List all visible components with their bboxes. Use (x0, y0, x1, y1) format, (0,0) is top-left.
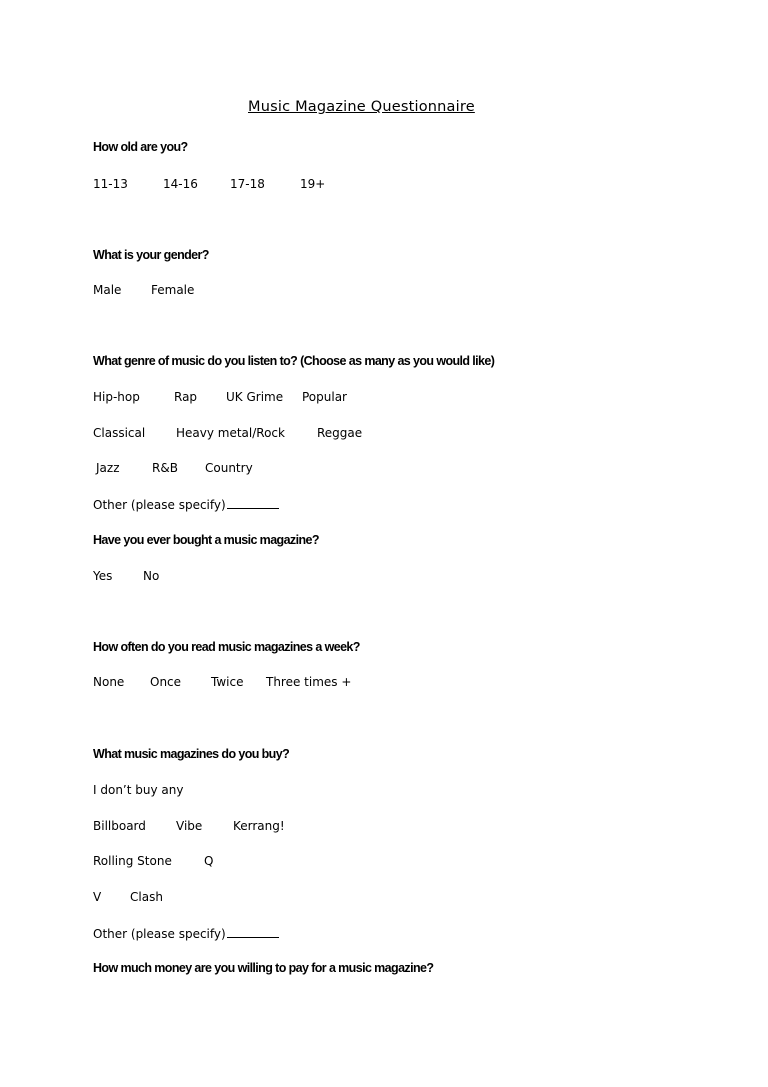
option-gender: Female (151, 283, 195, 297)
other-magazine-field (93, 925, 279, 942)
option-age: 19+ (300, 177, 326, 191)
option-bought: Yes (93, 569, 113, 583)
question-frequency: How often do you read music magazines a week? (93, 640, 360, 654)
other-genre-field (93, 496, 279, 513)
option-frequency: Three times + (266, 675, 352, 689)
other-label: Other (please specify) (93, 498, 226, 512)
option-age: 11-13 (93, 177, 128, 191)
option-frequency: None (93, 675, 125, 689)
option-age: 17-18 (230, 177, 265, 191)
option-magazine: Q (204, 854, 214, 868)
blank-line (227, 925, 279, 938)
option-genre: Hip-hop (93, 390, 140, 404)
option-genre: Jazz (96, 461, 120, 475)
option-genre: Heavy metal/Rock (176, 426, 285, 440)
document-title: Music Magazine Questionnaire (248, 99, 475, 115)
option-genre: Popular (302, 390, 347, 404)
question-magazines: What music magazines do you buy? (93, 747, 290, 761)
option-genre: Rap (174, 390, 198, 404)
option-magazine: V (93, 890, 102, 904)
blank-line (227, 496, 279, 509)
other-label: Other (please specify) (93, 927, 226, 941)
option-genre: Reggae (317, 426, 363, 440)
option-bought: No (143, 569, 160, 583)
question-price: How much money are you willing to pay for a music magazine? (93, 961, 434, 975)
option-magazine: I don’t buy any (93, 783, 184, 797)
option-frequency: Twice (211, 675, 244, 689)
question-age: How old are you? (93, 140, 188, 154)
option-frequency: Once (150, 675, 182, 689)
option-magazine: Vibe (176, 819, 203, 833)
option-genre: R&B (152, 461, 178, 475)
option-magazine: Billboard (93, 819, 146, 833)
option-genre: Country (205, 461, 253, 475)
question-bought: Have you ever bought a music magazine? (93, 533, 319, 547)
option-magazine: Rolling Stone (93, 854, 172, 868)
question-genre: What genre of music do you listen to? (Choose as many as you would like) (93, 354, 495, 368)
option-genre: UK Grime (226, 390, 284, 404)
option-genre: Classical (93, 426, 146, 440)
option-gender: Male (93, 283, 122, 297)
option-age: 14-16 (163, 177, 198, 191)
option-magazine: Kerrang! (233, 819, 285, 833)
question-gender: What is your gender? (93, 248, 209, 262)
option-magazine: Clash (130, 890, 163, 904)
